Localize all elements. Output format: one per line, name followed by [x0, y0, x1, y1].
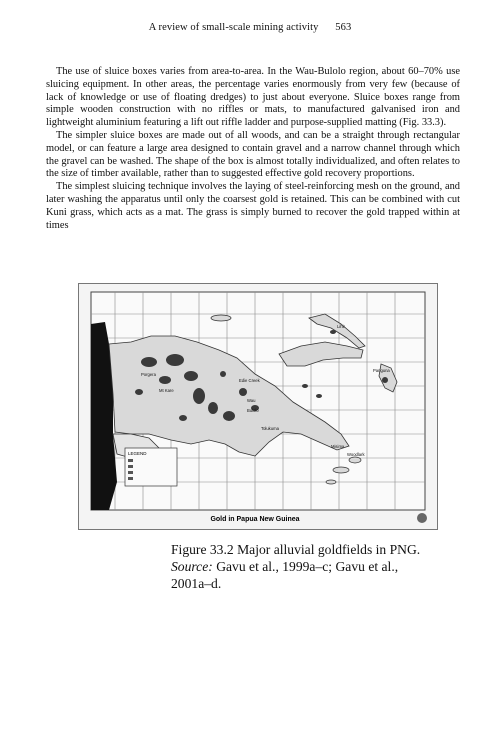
page-number: 563	[335, 22, 352, 33]
map-title: Gold in Papua New Guinea	[210, 516, 300, 523]
caption-prefix: Figure 33.2 Major alluvial goldfields in PNG.	[171, 542, 421, 557]
place-label: Porgera	[141, 372, 156, 377]
place-label: Bulolo	[247, 408, 259, 413]
map-figure	[78, 283, 438, 530]
png-goldfields-map	[79, 284, 437, 529]
place-label: Misima	[331, 444, 345, 449]
caption-source-label: Source:	[171, 559, 213, 574]
place-label: Woodlark	[347, 452, 365, 457]
place-label: Panguna	[373, 368, 390, 373]
place-label: Mt Kare	[159, 388, 174, 393]
legend-title: LEGEND	[128, 451, 147, 456]
figure-caption	[171, 541, 441, 592]
place-label: Wau	[247, 398, 256, 403]
running-header-title: A review of small-scale mining activity	[148, 22, 319, 33]
seal-logo	[417, 513, 427, 523]
paragraph: The simplest sluicing technique involves the laying of steel-reinforcing mesh on the ground, and later washing the apparatus until only the coarsest gold is retained. This can be combined with cut Kuni grass, which acts as a mat. The grass is simply burned to recover the gold trapped within at times	[46, 181, 460, 231]
place-label: Tolukuma	[261, 426, 279, 431]
place-label: Edie Creek	[239, 378, 260, 383]
running-header	[0, 22, 500, 33]
paragraph: The use of sluice boxes varies from area-to-area. In the Wau-Bulolo region, about 60–70% use sluicing equipment. In other areas, the percentage varies enormously from very few (because of lack of knowledge or use of floating dredges) to just about everyone. Sluice boxes range from simple wooden construction with no riffles or mats, to manufactured galvanised iron and lightweight aluminium featuring a lift out riffle ladder and purpose-supplied matting (Fig. 33.3).	[46, 66, 460, 129]
caption-source-text: Gavu et al., 1999a–c; Gavu et al., 2001a–d.	[171, 559, 399, 591]
body-text	[46, 66, 460, 232]
paragraph: The simpler sluice boxes are made out of all woods, and can be a straight through rectangular model, or can feature a large area designed to contain gravel and a narrow channel through which the gravel can be washed. The shape of the box is almost totally individualized, and often relates to the size of timber available, rather than to suggested effective gold recovery proportions.	[46, 129, 460, 180]
place-label: Lihir	[337, 324, 345, 329]
